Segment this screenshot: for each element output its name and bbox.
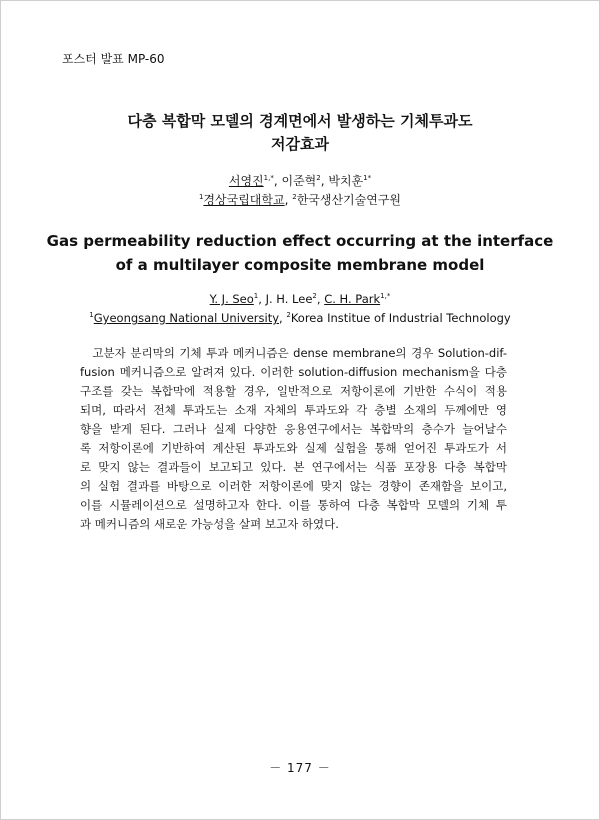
korean-affiliations: $^1$경상국립대학교, $^2$한국생산기술연구원: [198, 193, 402, 207]
abstract-line: 구조를 갖는 복합막에 적용할 경우, 일반적으로 저항이론에 기반한 수식이 적용: [80, 384, 507, 398]
korean-author-2: 이준혁: [281, 174, 317, 188]
abstract-line: 향을 받게 된다. 그러나 실제 다양한 응용연구에서는 복합막의 층수가 늘어날수: [80, 422, 507, 436]
abstract-line: fusion 메커니즘으로 알려져 있다. 이러한 solution-diffusion mechanism을 다층: [80, 365, 507, 379]
english-title-line-2: of a multilayer composite membrane model: [115, 256, 485, 274]
session-label: 포스터 발표 MP-60: [62, 52, 165, 66]
english-affiliation-1: Gyeongsang National University: [93, 311, 280, 325]
abstract-line: 의 실험 결과를 바탕으로 이러한 저항이론에 맞지 않는 경향이 존재함을 보이고,: [80, 479, 507, 493]
english-title: [0, 229, 600, 277]
abstract-line: 되며, 따라서 전체 투과도는 소재 자체의 투과도와 각 층별 소재의 두께에만 영: [80, 403, 507, 417]
korean-author-3: 박치훈: [328, 174, 364, 188]
abstract-line: 록 저항이론에 기반하여 계산된 투과도와 실제 실험을 통해 얻어진 투과도가 서: [80, 441, 507, 455]
korean-authors: [0, 172, 600, 210]
abstract-line: 고분자 분리막의 기체 투과 메커니즘은 dense membrane의 경우 Solution-dif-: [80, 346, 507, 360]
english-title-line-1: Gas permeability reduction effect occurring at the interface: [46, 232, 554, 250]
korean-affiliation-2: 한국생산기술연구원: [296, 193, 402, 207]
english-author-1: Y. J. Seo: [209, 292, 254, 306]
english-authors: [0, 290, 600, 328]
korean-author-names: 서영진$^{1,*}$, 이준혁$^2$, 박치훈$^{1*}$: [228, 174, 372, 188]
english-affiliation-2: Korea Institue of Industrial Technology: [290, 311, 511, 325]
english-author-3: C. H. Park: [324, 292, 381, 306]
abstract-line: 이를 시뮬레이션으로 설명하고자 한다. 이를 통하여 다층 복합막 모델의 기체 투: [80, 498, 507, 512]
abstract-line: 로 맞지 않는 결과들이 보고되고 있다. 본 연구에서는 식품 포장용 다층 복합막: [80, 460, 507, 474]
english-author-names: Y. J. Seo$^1$, J. H. Lee$^2$, C. H. Park$^{1,*}$: [209, 292, 391, 306]
abstract-body: [80, 344, 507, 534]
english-affiliations: $^1$Gyeongsang National University, $^2$Korea Institue of Industrial Technology: [89, 311, 511, 325]
abstract-line: 과 메커니즘의 새로운 가능성을 살펴 보고자 하였다.: [80, 517, 339, 531]
korean-title-line-1: 다층 복합막 모델의 경계면에서 발생하는 기체투과도: [127, 112, 473, 130]
korean-title: [0, 110, 600, 156]
korean-title-line-2: 저감효과: [271, 135, 329, 153]
korean-author-1: 서영진: [228, 174, 264, 188]
page-number: － 177 －: [269, 761, 331, 775]
korean-affiliation-1: 경상국립대학교: [203, 193, 285, 207]
english-author-2: J. H. Lee: [265, 292, 313, 306]
